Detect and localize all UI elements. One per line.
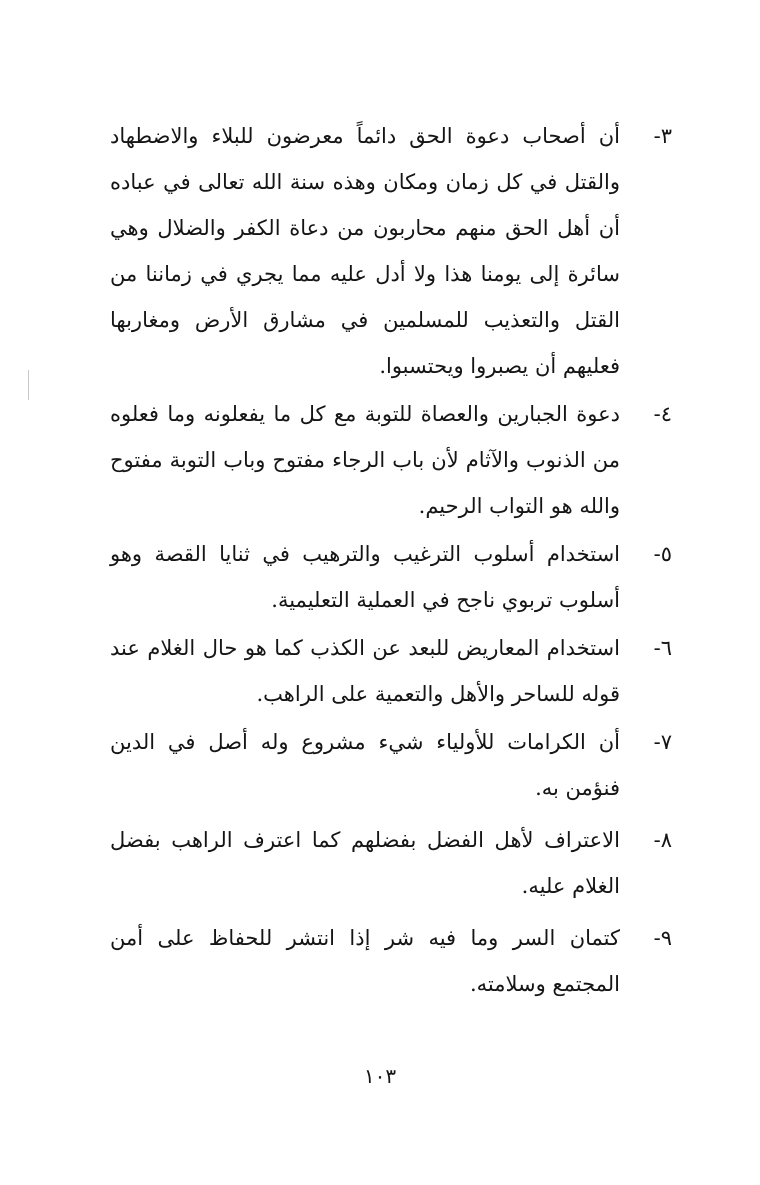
list-item — [110, 719, 672, 811]
item-text: أن أصحاب دعوة الحق دائماً معرضون للبلاء والاضطهاد والقتل في كل زمان ومكان وهذه سنة الله تعالى في عباده أن أهل الحق منهم محاربون من دعاة الكفر والضلال وهي سائرة إلى يومنا هذا ولا أدل عليه مما يجري في زماننا من القتل والتعذيب للمسلمين في مشارق الأرض ومغاربها فعليهم أن يصبروا ويحتسبوا. — [110, 124, 620, 378]
list-item — [110, 113, 672, 389]
list-item — [110, 817, 672, 909]
item-text: كتمان السر وما فيه شر إذا انتشر للحفاظ على أمن المجتمع وسلامته. — [110, 926, 620, 996]
list-item — [110, 531, 672, 623]
list-item — [110, 625, 672, 717]
item-number: ٨- — [653, 828, 672, 852]
item-text: استخدام أسلوب الترغيب والترهيب في ثنايا القصة وهو أسلوب تربوي ناجح في العملية التعليمية. — [110, 542, 620, 612]
list-item — [110, 391, 672, 529]
list-item — [110, 915, 672, 1007]
item-number: ٤- — [653, 402, 672, 426]
item-text: الاعتراف لأهل الفضل بفضلهم كما اعترف الراهب بفضل الغلام عليه. — [110, 828, 620, 898]
item-text: استخدام المعاريض للبعد عن الكذب كما هو حال الغلام عند قوله للساحر والأهل والتعمية على الراهب. — [110, 636, 620, 706]
item-text: دعوة الجبارين والعصاة للتوبة مع كل ما يفعلونه وما فعلوه من الذنوب والآثام لأن باب الرجاء مفتوح وباب التوبة مفتوح والله هو التواب الرحيم. — [110, 402, 620, 518]
lessons-list — [110, 113, 672, 1007]
scan-mark — [28, 370, 29, 400]
item-number: ٧- — [653, 730, 672, 754]
item-text: أن الكرامات للأولياء شيء مشروع وله أصل في الدين فنؤمن به. — [110, 730, 620, 800]
item-number: ٥- — [653, 542, 672, 566]
page-number: ١٠٣ — [363, 1064, 397, 1088]
item-number: ٣- — [653, 124, 672, 148]
item-number: ٦- — [653, 636, 672, 660]
item-number: ٩- — [653, 926, 672, 950]
